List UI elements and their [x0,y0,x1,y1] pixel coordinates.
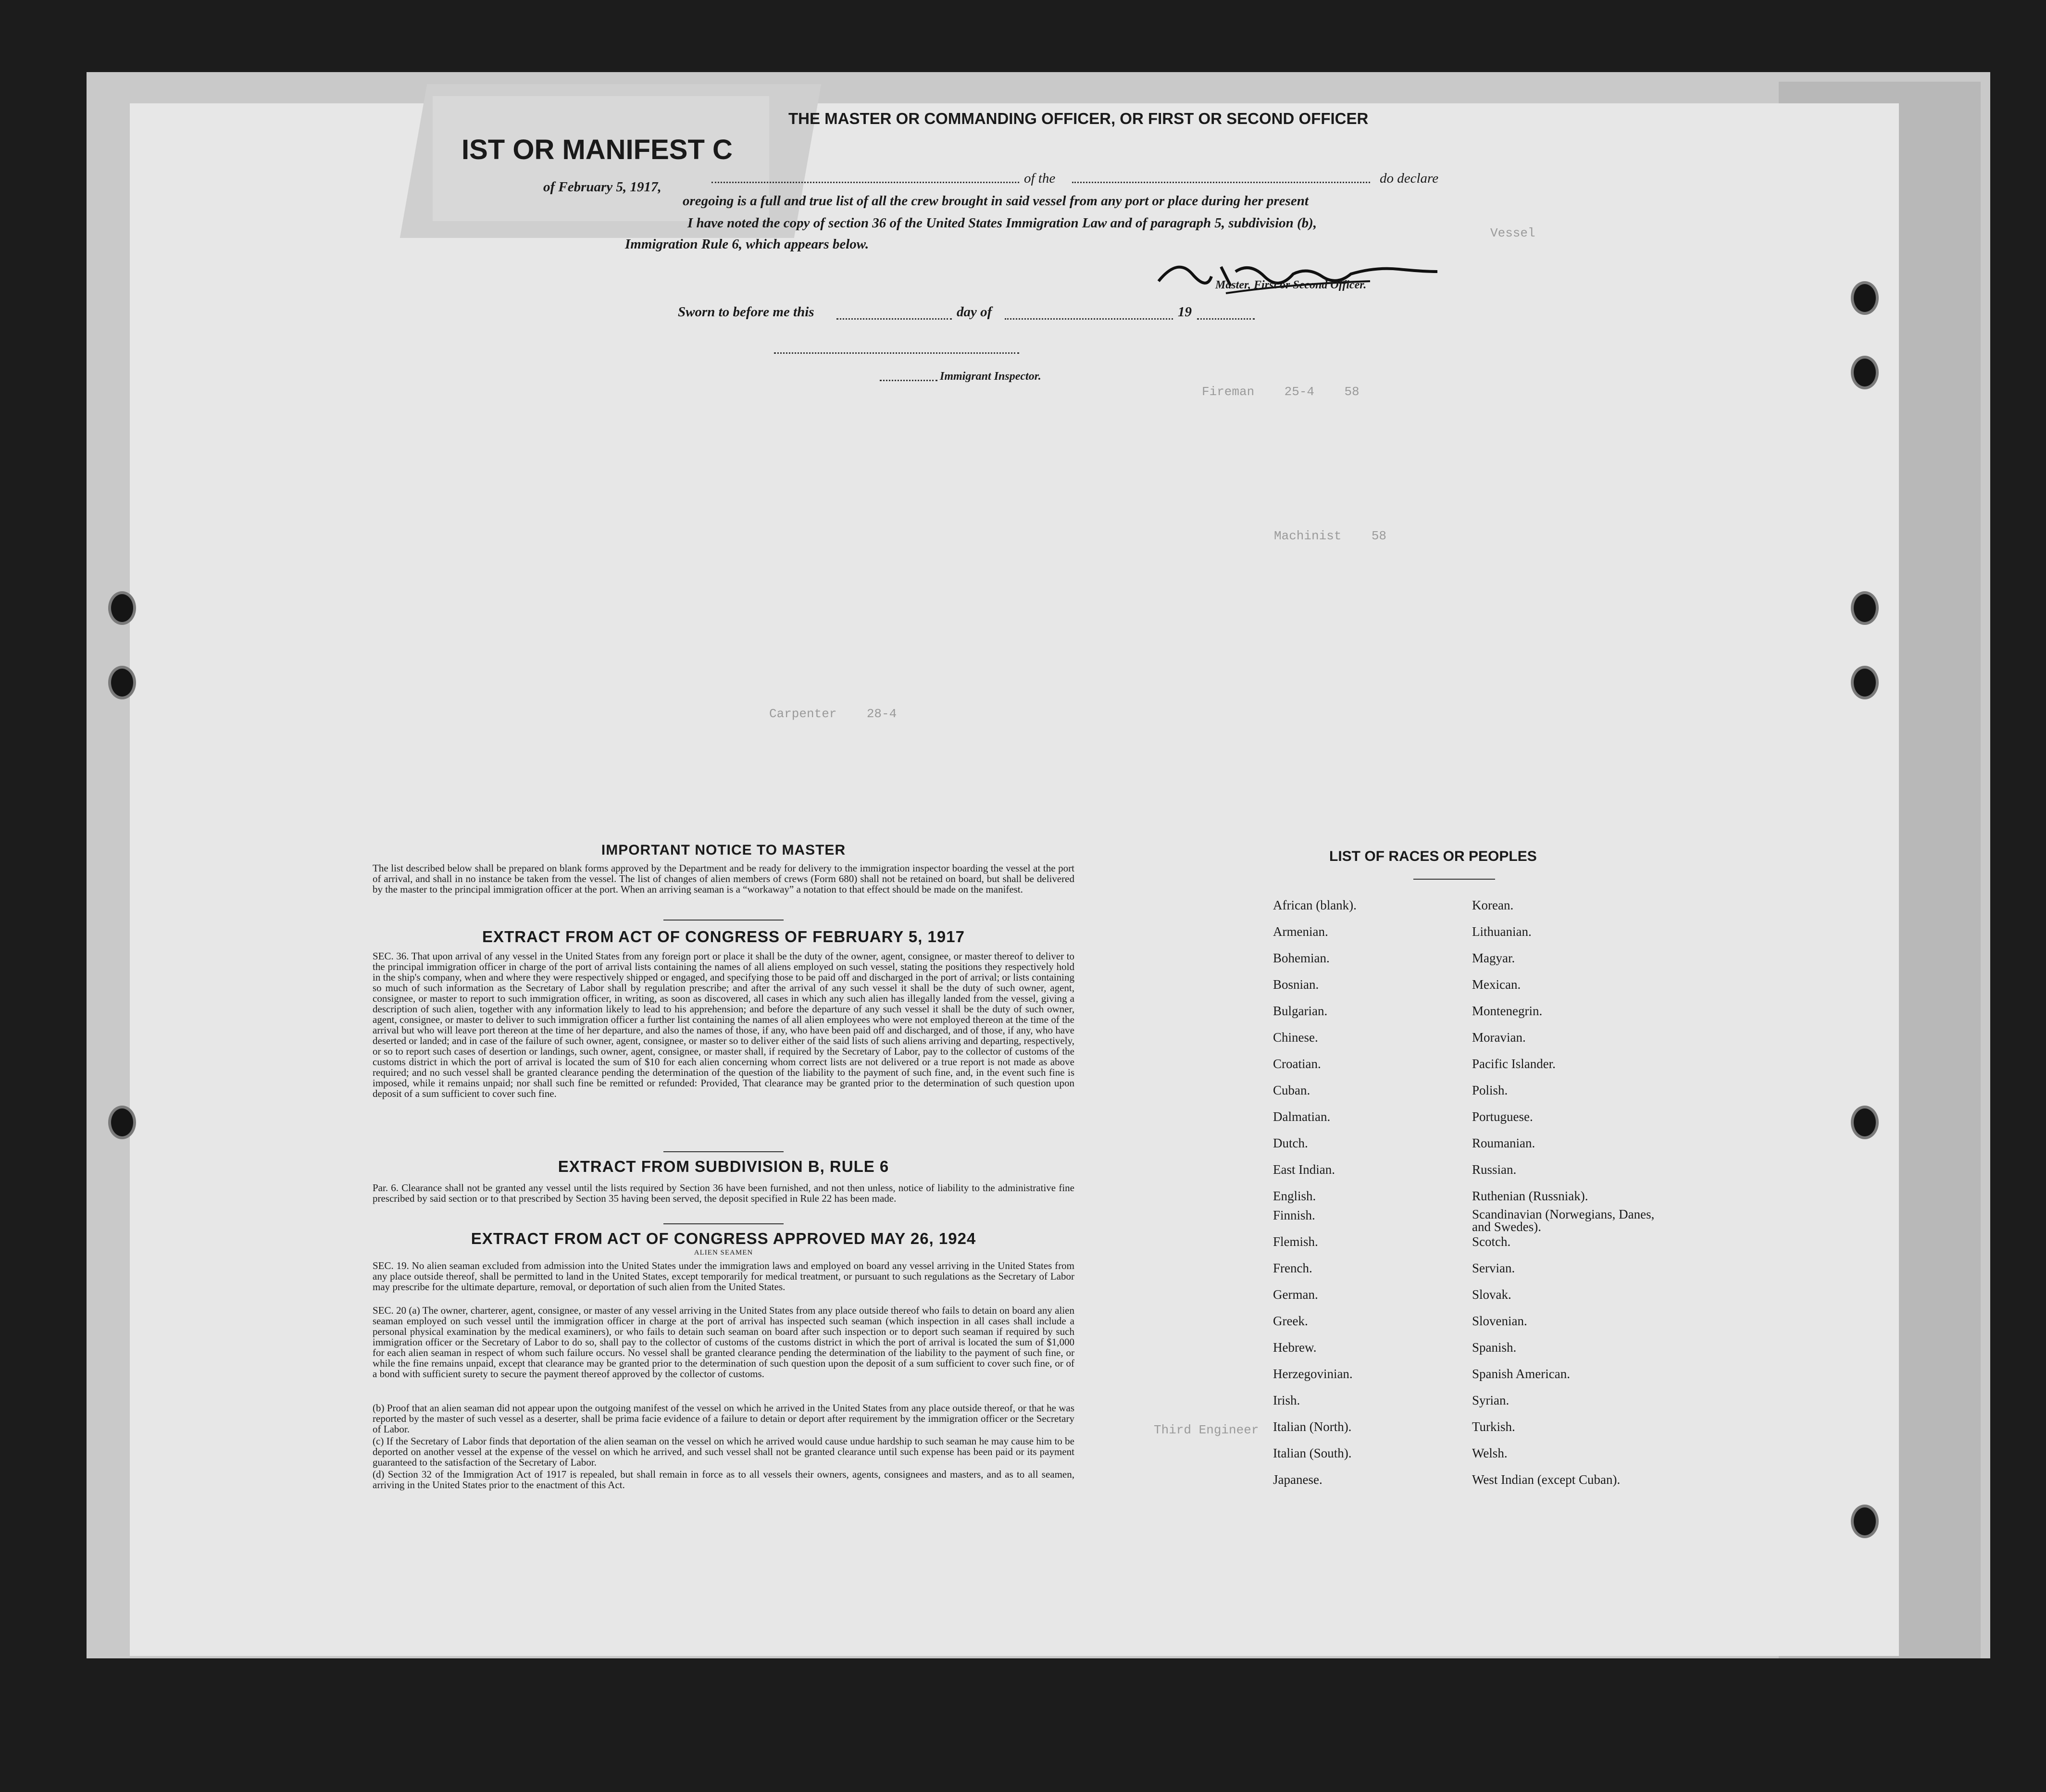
act-date: of February 5, 1917, [543,179,661,195]
race-entry: Herzegovinian. [1273,1367,1353,1381]
race-entry: Ruthenian (Russniak). [1472,1189,1588,1203]
extract3-subtitle: ALIEN SEAMEN [694,1249,753,1257]
race-entry: Servian. [1472,1261,1515,1275]
race-entry: Chinese. [1273,1030,1318,1045]
sworn-day-field [836,318,952,320]
race-entry: Croatian. [1273,1057,1321,1071]
race-entry: Irish. [1273,1393,1300,1407]
divider [663,1151,784,1152]
extract2-title: EXTRACT FROM SUBDIVISION B, RULE 6 [558,1157,889,1175]
extract1-text: SEC. 36. That upon arrival of any vessel in the United States from any foreign port or place it shall be the duty of the owner, agent, consignee, or master thereof to deliver to the principal immigration officer in charge of the port of arrival lists containing the names of all aliens employed on such vessel, stating the positions they respectively hold in the ship's company, when and where they were respectively shipped or engaged, and specifying those to be paid off and discharged in the port of arrival; or lists containing so much of such information as the Secretary of Labor shall by regulation prescribe; and after the arrival of any such vessel it shall be the duty of such owner, agent, consignee, or master to report to such immigration officer, in writing, as soon as discovered, all cases in which any such alien has illegally landed from the vessel, giving a description of such alien, together with any information likely to lead to his apprehension; and before the departure of any such vessel it shall be the duty of such owner, agent, consignee, or master to deliver to such immigration officer a further list containing the names of all alien employees who were not employed thereon at the time of the arrival but who will leave port thereon at the time of her departure, and also the names of those, if any, who have been paid off and discharged, and of those, if any, who have deserted or landed; and in case of the failure of such owner, agent, consignee, or master so to deliver either of the said lists of such aliens arriving and departing, respectively, or so to report such cases of desertion or landings, such owner, agent, consignee, or master shall, if required by the Secretary of Labor, pay to the collector of customs of the customs district in which the port of arrival is located the sum of $10 for each alien concerning whom correct lists are not delivered or a true report is not made as above required; and no such vessel shall be granted clearance pending the determination of the question of the liability to the payment of such fine, and, in the event such fine is imposed, while it remains unpaid; nor shall such fine be remitted or refunded: Provided, That clearance may be granted prior to the determination of such question upon deposit of a sum sufficient to cover such fine. [373,950,1074,1099]
race-entry: Finnish. [1273,1208,1315,1222]
bleed-through-text: Carpenter 28-4 [769,707,897,721]
race-entry: Montenegrin. [1472,1004,1543,1018]
punch-hole [108,666,136,699]
race-entry: African (blank). [1273,898,1357,912]
race-entry: Syrian. [1472,1393,1510,1407]
race-entry: Dutch. [1273,1136,1308,1150]
divider [663,1223,784,1224]
day-of-label: day of [957,304,992,320]
punch-hole [1851,1106,1879,1139]
race-entry: Scandinavian (Norwegians, Danes, and Swedes). [1472,1207,1655,1234]
sworn-month-field [1005,318,1173,320]
declaration-line-2: oregoing is a full and true list of all the crew brought in said vessel from any port or place during her present [683,193,1309,209]
of-the-label: of the [1024,171,1056,186]
bleed-through-text: Machinist 58 [1274,529,1387,543]
race-entry: Cuban. [1273,1083,1310,1097]
inspector-field-lead [880,380,937,381]
race-entry: Scotch. [1472,1234,1511,1249]
race-entry: Roumanian. [1472,1136,1535,1150]
race-entry: Portuguese. [1472,1109,1533,1124]
race-entry: Turkish. [1472,1419,1515,1434]
race-entry: Greek. [1273,1314,1308,1328]
race-entry: Bosnian. [1273,977,1319,992]
race-entry: Bulgarian. [1273,1004,1328,1018]
race-entry: English. [1273,1189,1316,1203]
vessel-name-field [711,182,1019,183]
signature-caption: Master, First or Second Officer. [1215,279,1367,291]
race-entry: Slovenian. [1472,1314,1527,1328]
extract3-p4: (c) If the Secretary of Labor finds that deportation of the alien seaman on the vessel on which he arrived would cause undue hardship to such seaman he may cause him to be deported on another vessel at the expense of the vessel on which he arrived, and such vessel shall not be granted clearance until such expense has been paid or its payment guaranteed to the satisfaction of the Secretary of Labor. [373,1435,1074,1468]
punch-hole [1851,1505,1879,1538]
bleed-through-text: Vessel [1490,226,1535,240]
inspector-label: Immigrant Inspector. [940,370,1041,383]
race-entry: Bohemian. [1273,951,1330,965]
race-entry: Magyar. [1472,951,1515,965]
extract1-title: EXTRACT FROM ACT OF CONGRESS OF FEBRUARY 5, 1917 [482,928,965,946]
race-entry: Italian (South). [1273,1446,1352,1460]
race-entry: French. [1273,1261,1312,1275]
extract3-p3: (b) Proof that an alien seaman did not appear upon the outgoing manifest of the vessel on which he arrived in the United States from any place outside thereof, or that he was reported by the master of such vessel as a deserter, shall be prima facie evidence of a failure to detain or deport after requirement by the immigration officer or the Secretary of Labor. [373,1402,1074,1435]
extract3-p5: (d) Section 32 of the Immigration Act of 1917 is repealed, but shall remain in force as to all vessels their owners, agents, consignees and masters, and as to all seamen, arriving in the United States prior to the enactment of this Act. [373,1468,1074,1491]
extract3-p1: SEC. 19. No alien seaman excluded from admission into the United States under the immigration laws and employed on board any vessel arriving in the United States from any place outside thereof, shall be permitted to land in the United States, except temporarily for medical treatment, or pursuant to such regulations as the Secretary of Labor may prescribe for the ultimate departure, removal, or deportation of such alien from the United States. [373,1260,1074,1293]
race-entry: Pacific Islander. [1472,1057,1556,1071]
sworn-year-field [1197,318,1255,320]
race-entry: German. [1273,1287,1318,1302]
divider [1413,879,1495,880]
punch-hole [108,591,136,625]
list-title: IST OR MANIFEST C [462,134,733,165]
race-entry: Spanish. [1472,1340,1517,1355]
race-entry: Hebrew. [1273,1340,1317,1355]
extract3-title: EXTRACT FROM ACT OF CONGRESS APPROVED MAY 26, 1924 [471,1230,976,1247]
race-entry: Flemish. [1273,1234,1318,1249]
bleed-through-text: Fireman 25-4 58 [1202,385,1360,399]
port-field [1072,182,1370,183]
inspector-signature-field [774,352,1019,354]
punch-hole [1851,666,1879,699]
notice-text: The list described below shall be prepared on blank forms approved by the Department and be ready for delivery to the immigration inspector boarding the vessel at the port of arrival, and shall in no instance be taken from the vessel. The list of changes of alien members of crews (Form 680) shall not be retained on board, but shall be delivered by the master to the principal immigration officer at the port. When an arriving seaman is a “workaway” a notation to that effect should be made on the manifest. [373,862,1074,895]
punch-hole [1851,281,1879,315]
punch-hole [1851,356,1879,389]
race-entry: East Indian. [1273,1162,1335,1177]
notice-title: IMPORTANT NOTICE TO MASTER [601,842,846,858]
header-title-line: THE MASTER OR COMMANDING OFFICER, OR FIRST OR SECOND OFFICER [788,110,1369,127]
race-entry: West Indian (except Cuban). [1472,1472,1621,1487]
race-entry: Armenian. [1273,924,1328,939]
extract3-p2: SEC. 20 (a) The owner, charterer, agent, consignee, or master of any vessel arriving in the United States from any place outside thereof who fails to detain on board any alien seaman employed on such vessel until the immigration officer in charge at the port of arrival has inspected such seaman (which inspection in all cases shall include a personal physical examination by the medical examiners), or who fails to detain such seaman on board after such inspection or to deport such seaman if required by such immigration officer or the Secretary of Labor to do so, shall pay to the collector of customs of the customs district in which the port of arrival is located the sum of $1,000 for each alien seaman in respect of whom such failure occurs. No vessel shall be granted clearance pending the determination of the liability to the payment of such fine, or while the fine remains unpaid, except that clearance may be granted prior to the determination of such question upon the deposit of a sum sufficient to cover such fine, or of a bond with sufficient surety to secure the payment thereof approved by the collector of customs. [373,1305,1074,1380]
race-entry: Polish. [1472,1083,1508,1097]
bleed-through-text: Third Engineer [1154,1423,1259,1437]
race-entry: Korean. [1472,898,1514,912]
race-entry: Spanish American. [1472,1367,1570,1381]
race-entry: Italian (North). [1273,1419,1352,1434]
race-entry: Dalmatian. [1273,1109,1331,1124]
declaration-line-4: Immigration Rule 6, which appears below. [625,236,869,252]
race-entry: Moravian. [1472,1030,1526,1045]
race-entry: Russian. [1472,1162,1517,1177]
sworn-label: Sworn to before me this [678,304,814,320]
race-entry: Lithuanian. [1472,924,1532,939]
extract2-text: Par. 6. Clearance shall not be granted any vessel until the lists required by Section 36 have been furnished, and not then unless, notice of liability to the administrative fine prescribed by said section or to that prescribed by Section 35 having been served, the deposit specified in Rule 22 has been made. [373,1182,1074,1204]
punch-hole [108,1106,136,1139]
do-declare-label: do declare [1380,171,1439,186]
races-title: LIST OF RACES OR PEOPLES [1329,848,1537,864]
race-entry: Welsh. [1472,1446,1508,1460]
race-entry: Slovak. [1472,1287,1511,1302]
year-label: 19 [1178,304,1192,320]
race-entry: Mexican. [1472,977,1521,992]
officer-signature [1149,248,1447,300]
race-entry: Japanese. [1273,1472,1322,1487]
divider [663,920,784,921]
declaration-line-3: I have noted the copy of section 36 of the United States Immigration Law and of paragraph 5, subdivision (b), [687,215,1317,231]
punch-hole [1851,591,1879,625]
